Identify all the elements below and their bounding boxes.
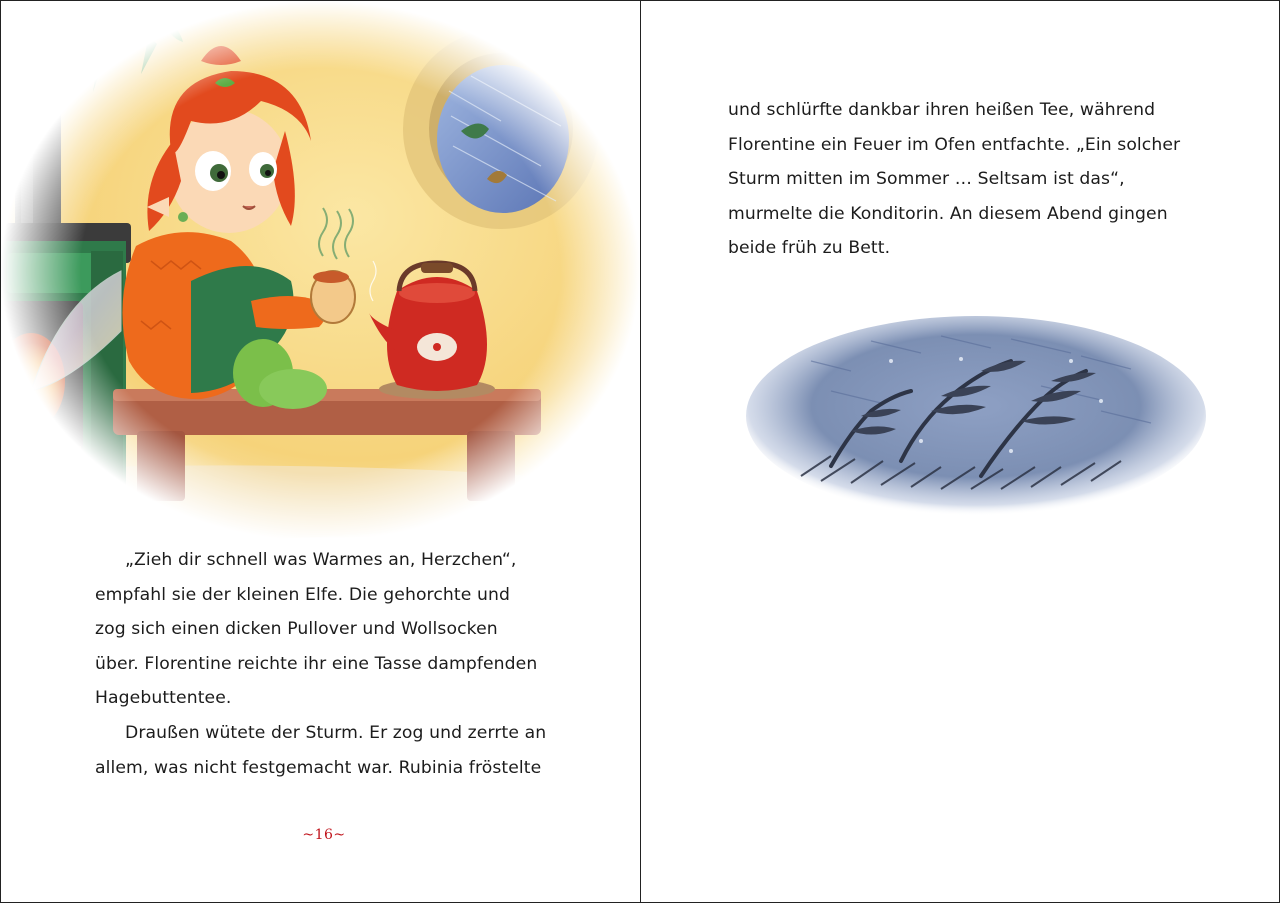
right-page — [641, 1, 1279, 902]
paragraph — [95, 543, 575, 716]
text-line: zog sich einen dicken Pullover und Wollsocken — [95, 619, 498, 640]
page-number: ~16~ — [302, 827, 346, 843]
left-page-text — [95, 543, 575, 785]
text-line: über. Florentine reichte ihr eine Tasse dampfenden — [95, 653, 538, 674]
left-page — [1, 1, 640, 902]
text-line: empfahl sie der kleinen Elfe. Die gehorchte und — [95, 584, 510, 605]
text-line: und schlürfte dankbar ihren heißen Tee, während — [728, 100, 1156, 120]
text-line: Sturm mitten im Sommer … Seltsam ist das“, — [728, 169, 1125, 190]
text-line: beide früh zu Bett. — [728, 238, 891, 259]
storm-illustration — [741, 301, 1211, 536]
text-line: allem, was nicht festgemacht war. Rubinia fröstelte — [95, 757, 542, 778]
text-line: Draußen wütete der Sturm. Er zog und zerrte an — [125, 722, 547, 743]
text-line: Florentine ein Feuer im Ofen entfachte. „Ein solcher — [728, 134, 1181, 155]
text-line: Hagebuttentee. — [95, 688, 232, 709]
paragraph — [95, 716, 575, 785]
text-line: „Zieh dir schnell was Warmes an, Herzchen“, — [125, 550, 517, 570]
right-page-text — [728, 93, 1208, 266]
paragraph — [728, 93, 1208, 266]
fairy-illustration — [1, 1, 640, 541]
text-line: murmelte die Konditorin. An diesem Abend gingen — [728, 203, 1168, 224]
